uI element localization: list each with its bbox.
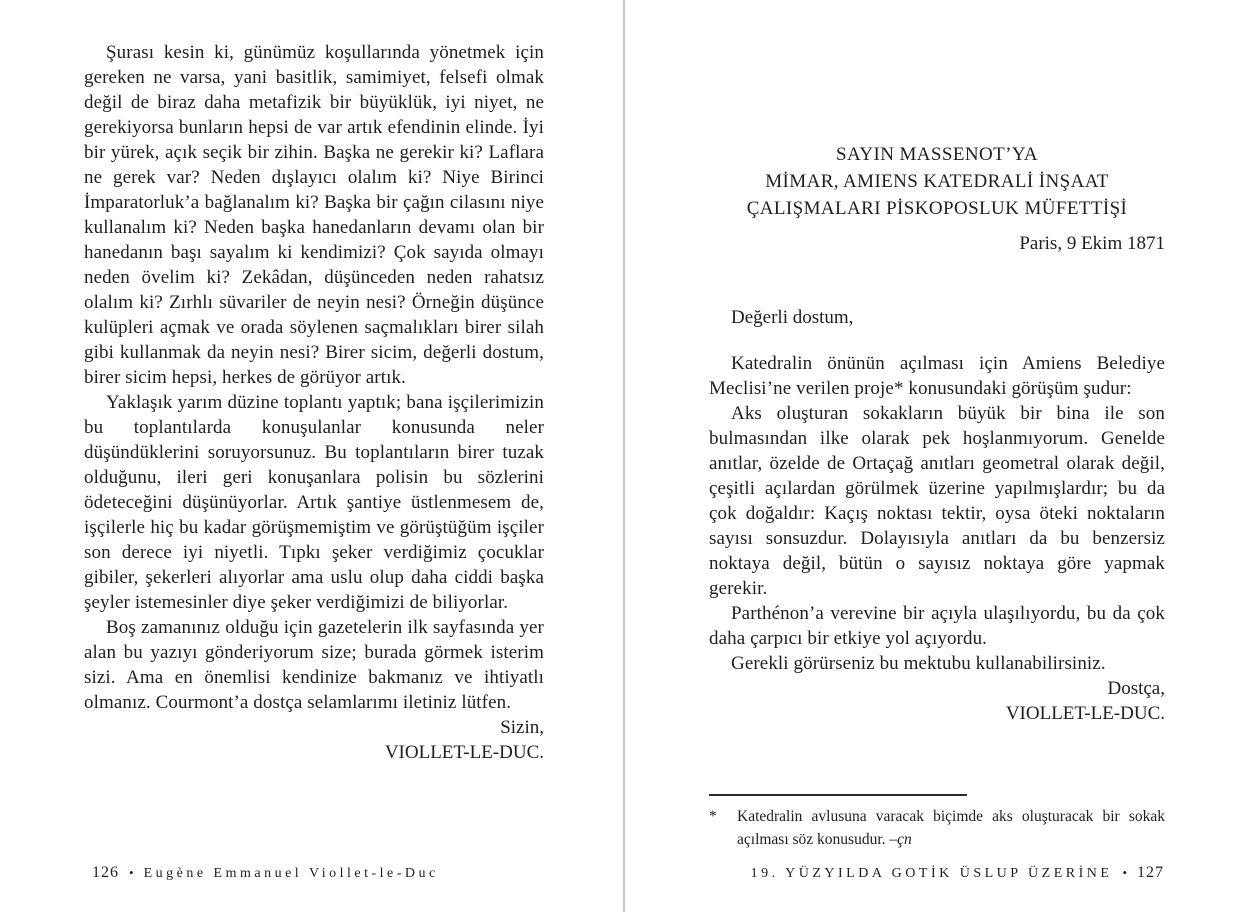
letter-heading (709, 141, 1165, 222)
letter-dateline: Paris, 9 Ekim 1871 (1019, 233, 1165, 254)
book-title: Eugène Emmanuel Viollet-le-Duc (143, 866, 439, 881)
footnote-text (737, 805, 1165, 851)
right-page-number: 127 (1137, 864, 1164, 881)
right-page-body (709, 351, 1165, 676)
footer-bullet-icon: • (129, 865, 134, 880)
letter-salutation: Değerli dostum, (731, 307, 854, 328)
body-paragraph: Katedralin önünün açılması için Amiens Belediye Meclisi’ne verilen proje* konusundaki görüşüm şudur: (709, 353, 1165, 399)
footnote-attribution: –çn (889, 831, 912, 848)
letter-heading-line: SAYIN MASSENOT’YA (836, 144, 1038, 165)
footnote-block (709, 794, 1165, 851)
closing-salutation: Dostça, (1107, 678, 1165, 699)
left-running-footer (92, 864, 439, 882)
right-page (709, 141, 1165, 726)
letter-heading-line: MİMAR, AMIENS KATEDRALİ İNŞAAT (765, 171, 1109, 192)
body-paragraph: Gerekli görürseniz bu mektubu kullanabilirsiniz. (731, 653, 1106, 674)
closing-name: VIOLLET-LE-DUC. (1005, 703, 1165, 724)
footnote-rule (709, 794, 967, 796)
closing-salutation: Sizin, (500, 717, 544, 738)
right-closing (709, 676, 1165, 726)
page-gutter-divider (623, 0, 625, 912)
closing-name: VIOLLET-LE-DUC. (384, 742, 544, 763)
footnote-text-body: Katedralin avlusuna varacak biçimde aks oluşturacak bir sokak açılması söz konusudur. (737, 808, 1165, 848)
footer-bullet-icon: • (1122, 865, 1127, 880)
left-page (84, 40, 544, 765)
body-paragraph: Aks oluşturan sokakların büyük bir bina ile son bulmasından ilke olarak pek hoşlanmıyorum. Genelde anıtlar, özelde de Ortaçağ anıtları geometral olarak değil, çeşitli açılardan görülmek üzerine yapılmışlardır; bu da çok doğaldır: Kaçış noktası tektir, oysa öteki noktaların sayısı sonsuzdur. Dolayısıyla anıtları da bu benzersiz noktaya değil, bütün o sayısız noktaya göre yapmak gerekir. (709, 403, 1165, 599)
body-paragraph: Parthénon’a verevine bir açıyla ulaşılıyordu, bu da çok daha çarpıcı bir etkiye yol açıyordu. (709, 603, 1165, 649)
left-closing (84, 715, 544, 765)
body-paragraph: Boş zamanınız olduğu için gazetelerin ilk sayfasında yer alan bu yazıyı gönderiyorum size; burada görmek isterim sizi. Ama en önemlisi kendinize bakmanız ve ihtiyatlı olmanız. Courmont’a dostça selamlarımı iletiniz lütfen. (84, 617, 544, 713)
footnote (709, 805, 1165, 851)
footnote-marker: * (709, 808, 717, 825)
chapter-title: 19. YÜZYILDA GOTİK ÜSLUP ÜZERİNE (750, 866, 1113, 881)
body-paragraph: Yaklaşık yarım düzine toplantı yaptık; bana işçilerimizin bu toplantılarda konuşulanlar konusunda neler düşündüklerini soruyorsunuz. Bu toplantıların birer tuzak olduğunu, ileri geri konuşanlara polisin bu sözlerini ödeteceğini düşünüyorlar. Artık şantiye üstlenmesem de, işçilerle hiç bu kadar görüşmemiştim ve görüştüğüm işçiler son derece iyi niyetli. Tıpkı şeker verdiğimiz çocuklar gibiler, şekerleri alıyorlar ama uslu olup daha ciddi başka şeyler istemesinler diye şeker verdiğimizi de biliyorlar. (84, 392, 544, 613)
left-page-number: 126 (92, 864, 119, 881)
body-paragraph: Şurası kesin ki, günümüz koşullarında yönetmek için gereken ne varsa, yani basitlik, samimiyet, felsefi olmak değil de biraz daha metafizik bir büyüklük, iyi niyet, ne gerekiyorsa bunların hepsi de var artık efendinin elinde. İyi bir yürek, açık seçik bir zihin. Başka ne gerekir ki? Laflara ne gerek var? Neden dışlayıcı olalım ki? Niye Birinci İmparatorluk’a bağlanalım ki? Başka bir çağın cilasını niye kullanalım ki? Neden başka hanedanların devamı olan bir hanedanın başı sayalım ki kendimizi? Çok sayıda olmayı neden övelim ki? Zekâdan, düşünceden neden rahatsız olalım ki? Zırhlı süvariler de neyin nesi? Örneğin düşünce kulüpleri açmak ve orada söylenen saçmalıkları birer silah gibi kullanmak da neyin nesi? Birer sicim, değerli dostum, birer sicim hepsi, herkes de görüyor artık. (84, 42, 544, 388)
left-page-body (84, 40, 544, 715)
letter-heading-line: ÇALIŞMALARI PİSKOPOSLUK MÜFETTİŞİ (746, 198, 1128, 219)
right-running-footer (751, 864, 1164, 882)
